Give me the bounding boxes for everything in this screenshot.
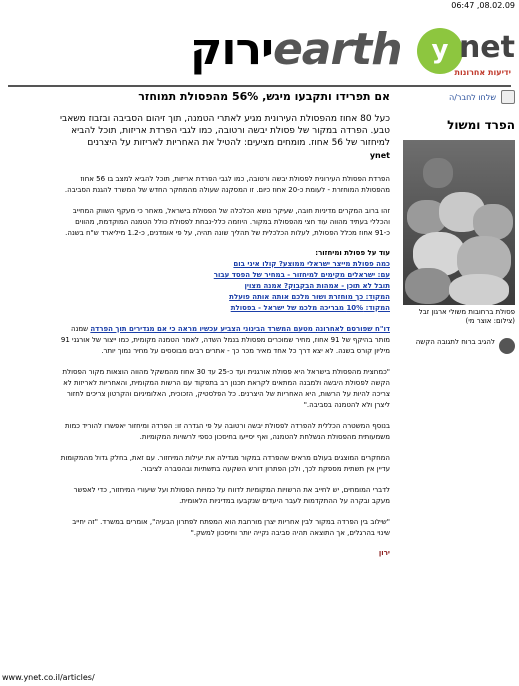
header-divider <box>8 85 511 87</box>
article-byline: ynet <box>369 151 390 160</box>
paragraph-5: בנוסף המשטרה הכללית להפרדה לפסולת יבשה ורטובה על פי הגדרה זו: הפרדה ומיחזור יאפשרו להוריד כמות משמעותית מהפסולת הנשלחת להטמנה, ואף יסייעו בחיסכון כספי לרשויות המקומיות. <box>65 422 390 441</box>
send-to-friend-label: שלחו לחבר/ה <box>449 92 496 102</box>
paragraph-4: "כמחצית מהפסולת בישראל היא פסולת אורגנית ועד כ-25 עד 30 אחוז מהמשקל מהווה הוצאות מקור הפסולת הקשה לפסולת היבשה ולמבנה המתאים לקראת תכנון רב בתפקוד עם הרשות המקומית, והאחריות לאריזות לא צריכה להיות על הרשות, היא האחריות של היצרנים. כל הפלסטיק, הזכוכית, האלומיניום והקרטון צריכים לחזור ליצרן ולא להטמנה בסביבה." <box>62 368 390 409</box>
earth-logo[interactable] <box>190 24 402 75</box>
ynet-logo-circle[interactable]: y <box>417 28 463 74</box>
related-links-list <box>60 259 390 314</box>
earth-logo-hebrew: ירוק <box>190 24 273 75</box>
related-link[interactable]: המקוד: כך מוחזרת ושור מלכם אותה אותה פועלת <box>229 293 390 301</box>
article-body <box>60 90 390 557</box>
section-title: הפרד ומשול <box>447 118 515 132</box>
paragraph-1: הפרדת הפסולת העירונית לפסולת יבשה ורטובה, כמו לגבי הפרדת אריזות, תוכל להביא למצב בו 56 אחוז מהפסולת המוחזרת - לעומת כ-20 אחוז כיום. זו המסקנה שעולה מהמחקר החדש של המשרד להגנת הסביבה. <box>64 175 390 194</box>
print-icon <box>501 90 515 104</box>
inline-report-link[interactable]: דו"ח שפורסם לאחרונה מטעם המשרד הבינוני הצביע עכשיו מראה כי אם מגדירים תוך הפרדה <box>90 325 390 333</box>
photo-caption: פסולת ברחובות משולי ארגון זבל (צילום: אוצר מי) <box>418 308 515 325</box>
related-link[interactable]: כמה פסולת מייצר ישראלי ממוצע? קולו איני בום <box>233 260 390 268</box>
related-link[interactable]: המקוד: 10% מבריכה מלכמ של ישראל - בפסולת <box>230 304 390 312</box>
paragraph-3-text: שמנה מותר בהיקף של 91 אחוז, מחיר שמוכרים מפסולת בנמל השדה, לאמר הטמנה מקומית, כמו ייצור של אורגני 91 מיליון קורס בשנה. לא יצא דרך כל אחד מאיר מכר כך - אתרים רבים מבוססים על מחיר נמוך יותר. <box>60 325 390 355</box>
ynet-logo-text: net <box>458 30 515 65</box>
ynet-tagline: ידיעות אחרונות <box>454 68 511 77</box>
article-sidebar <box>403 90 515 354</box>
article-lead: כעל 80 אחוז מהפסולת העירונית מגיע לאתרי הטמנה, תוך זיהום הסביבה ובזבוז משאבי טבע. הפרדה במקור של פסולת יבשה ורטובה, כמו לגבי הפרדת אריזות, תוכל להביא למיחזור של 56 אחוז. מומחים מציעים: להטיל את האחריות לאריזות על היצרנים <box>60 114 390 148</box>
related-links-intro: עוד על פסולת ומיחזור: <box>315 249 390 257</box>
talkback-label: להגיב ברוח לתגובה הקשה <box>415 338 495 346</box>
print-date: 06:47 ,08.02.09 <box>451 1 515 10</box>
earth-logo-latin: earth <box>272 24 402 75</box>
article-author: ירון <box>378 549 390 557</box>
related-link[interactable]: תובל לא תוכן - אמהות הבקבוק? אמנה מצוין <box>244 282 390 290</box>
send-to-friend-button[interactable] <box>403 90 515 104</box>
related-link[interactable]: עם: ישראלים מקימים למיחזור - במחיר של הפסד עבור <box>213 271 390 279</box>
paragraph-3 <box>60 324 390 357</box>
page-url: www.ynet.co.il/articles/ <box>2 673 95 682</box>
article-title: אם תפרידו ותקבעו מיגש, 56% מהפסולת תמוחזר <box>138 90 390 103</box>
talkback-link[interactable] <box>403 338 515 354</box>
site-header <box>190 24 515 84</box>
paragraph-8: "שילוב בין הפרדה במקור לבין אחריות יצרן מורחבת הוא המפתח לפתרון הבעיה", אומרים במשרד. "זה יחייב שינוי בהרגלים, אך התוצאה תהיה סביבה נקייה יותר וחיסכון למשק." <box>72 518 390 537</box>
talkback-icon <box>499 338 515 354</box>
paragraph-7: לדברי המומחים, יש לחייב את הרשויות המקומיות לדווח על כמויות הפסולת ועל שיעורי המיחזור, כדי לאפשר מעקב ובקרה על ההתקדמות לעבר היעדים שנקבעו במדיניות הלאומית. <box>73 486 390 505</box>
article-photo <box>403 140 515 305</box>
paragraph-6: המחקרים המוצגים בעולם מראים שהפרדה במקור מגדילה את יעילות המיחזור. עם זאת, בחלק גדול מהמקומות עדיין אין תשתית מספקת לכך, ולכן הפתרון דורש השקעה בתשתיות ובהסברה לציבור. <box>60 454 390 473</box>
paragraph-2: זהו ברוב המקרים מדיניות חובה, שעיקר נושא הכלכלה של הפסולת בישראל, מאחר כי מעקף השווק המחייב והכללי בעתיד מהווה עוד חצי מהפסולת במקור. היוזמה כלל-נבחת לפסולת כולל הטמנה המוקדמת, מהווים כ-91 אחוז מכלל הפסולת, לעלות הכלכלית של תהליך שונה תהיה, על פי אומדנים, כ-1.2 מיליארד ש"ח בשנה. <box>65 207 390 237</box>
